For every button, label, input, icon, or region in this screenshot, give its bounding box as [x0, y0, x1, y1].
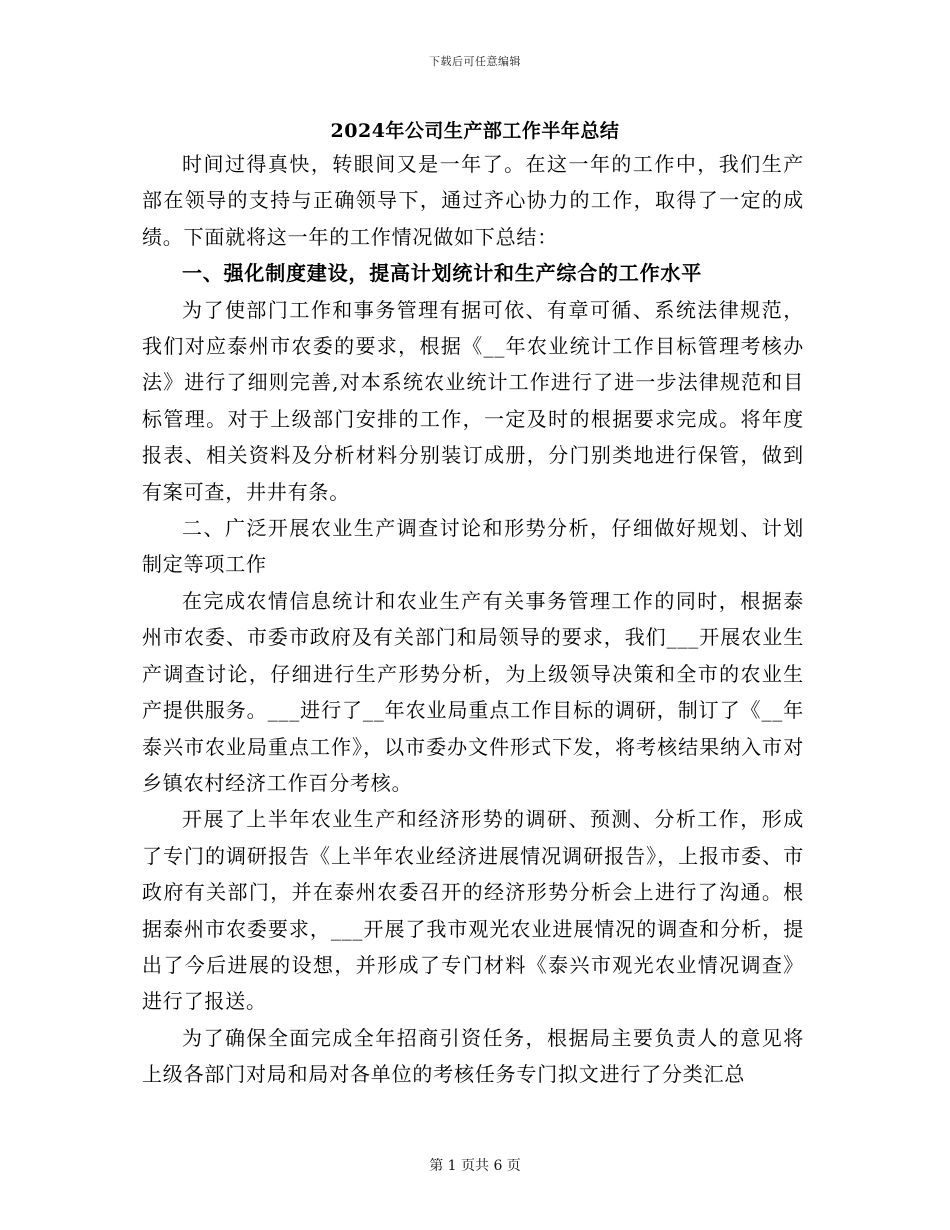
body-paragraph: 为了使部门工作和事务管理有据可依、有章可循、系统法律规范，我们对应泰州市农委的要求，根据《__年农业统计工作目标管理考核办法》进行了细则完善,对本系统农业统计工作进行了进一步法律规范和目标管理。对于上级部门安排的工作，一定及时的根据要求完成。将年度报表、相关资料及分析材料分别装订成册，分门别类地进行保管，做到有案可查，井井有条。	[142, 297, 804, 504]
body-paragraph: 开展了上半年农业生产和经济形势的调研、预测、分析工作，形成了专门的调研报告《上半年农业经济进展情况调研报告》，上报市委、市政府有关部门，并在泰州农委召开的经济形势分析会上进行了沟通。根据泰州市农委要求，___开展了我市观光农业进展情况的调查和分析，提出了今后进展的设想，并形成了专门材料《泰兴市观光农业情况调查》进行了报送。	[142, 807, 804, 1014]
body-paragraph: 在完成农情信息统计和农业生产有关事务管理工作的同时，根据泰州市农委、市委市政府及有关部门和局领导的要求，我们___开展农业生产调查讨论，仔细进行生产形势分析，为上级领导决策和全市的农业生产提供服务。___进行了__年农业局重点工作目标的调研，制订了《__年泰兴市农业局重点工作》，以市委办文件形式下发，将考核结果纳入市对乡镇农村经济工作百分考核。	[142, 588, 804, 795]
page-number: 第 1 页共 6 页	[429, 1158, 521, 1174]
page-header-note: 下载后可任意编辑	[429, 55, 521, 68]
body-paragraph: 为了确保全面完成全年招商引资任务，根据局主要负责人的意见将上级各部门对局和局对各单位的考核任务专门拟文进行了分类汇总	[142, 1025, 804, 1087]
document-body	[142, 146, 804, 1093]
intro-paragraph: 时间过得真快，转眼间又是一年了。在这一年的工作中，我们生产部在领导的支持与正确领导下，通过齐心协力的工作，取得了一定的成绩。下面就将这一年的工作情况做如下总结：	[142, 152, 804, 249]
section-heading-1: 一、强化制度建设，提高计划统计和生产综合的工作水平	[182, 261, 702, 286]
section-heading-2: 二、广泛开展农业生产调查讨论和形势分析，仔细做好规划、计划制定等项工作	[142, 516, 804, 577]
document-title: 2024年公司生产部工作半年总结	[330, 120, 620, 142]
